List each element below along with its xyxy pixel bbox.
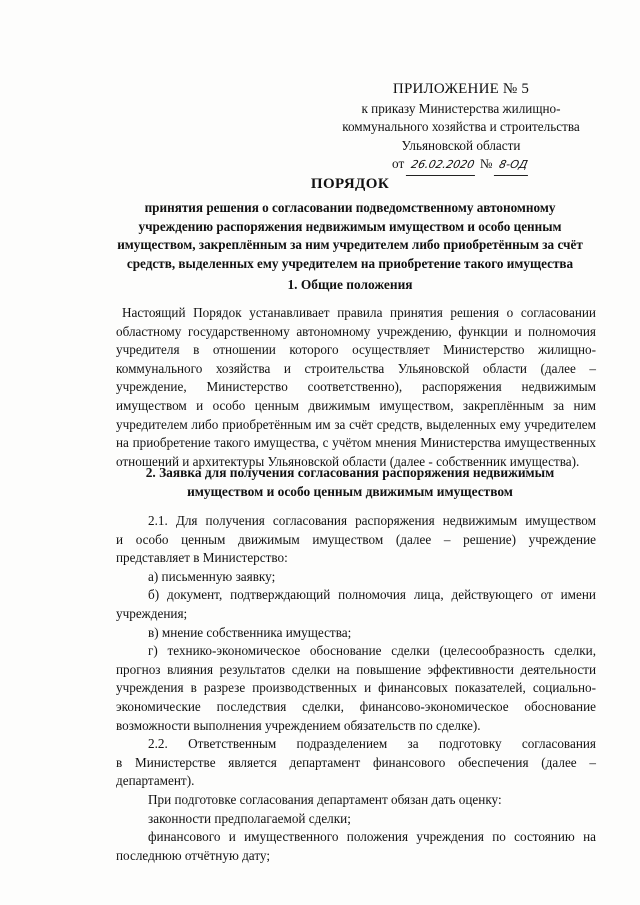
text-line: коммунального хозяйства и строительства Ульяновской области (далее – bbox=[116, 360, 596, 376]
text-line: Настоящий Порядок устанавливает правила принятия решения о согласовании bbox=[122, 305, 596, 320]
text-line: в Министерстве является департамент финансового обеспечения (далее – bbox=[116, 754, 596, 770]
subtitle-line: средств, выделенных ему учредителем на приобретение такого имущества bbox=[126, 255, 574, 271]
handwritten-date: 26.02.2020 bbox=[405, 156, 478, 176]
section-2-title bbox=[70, 464, 630, 501]
text-line: на приобретение такого имущества, с учётом мнения Министерства имущественных bbox=[116, 435, 596, 451]
appendix-date-line bbox=[326, 155, 596, 176]
text-line: финансового и имущественного положения учреждения по состоянию на bbox=[148, 829, 596, 845]
text-line: имуществом и особо ценным движимым имуществом, закреплённым за ним bbox=[116, 397, 596, 413]
text-line: При подготовке согласования департамент обязан дать оценку: bbox=[148, 791, 502, 807]
document-subtitle bbox=[72, 199, 628, 273]
appendix-title: ПРИЛОЖЕНИЕ № 5 bbox=[392, 81, 530, 97]
text-line: законности предполагаемой сделки; bbox=[148, 810, 351, 826]
text-line: в) мнение собственника имущества; bbox=[148, 624, 352, 640]
text-line: б) документ, подтверждающий полномочия лица, действующего от имени bbox=[148, 587, 596, 603]
section-2-paragraph bbox=[116, 512, 596, 865]
text-line: экономические последствия сделки, финансово-экономическое обоснование bbox=[116, 698, 596, 714]
section-2-title-line: 2. Заявка для получения согласования распоряжения недвижимым bbox=[145, 465, 555, 480]
text-line: департамент). bbox=[116, 773, 195, 789]
text-line: учреждения в разрезе производственных и финансовых показателей, социально- bbox=[116, 680, 596, 696]
text-line: представляет в Министерство: bbox=[116, 550, 288, 566]
number-prefix: № bbox=[479, 156, 493, 172]
handwritten-number: 8-ОД bbox=[494, 156, 532, 176]
text-line: возможности выполнения учреждением обязательств по сделке). bbox=[116, 717, 481, 733]
section-2-title-line: имуществом и особо ценным движимым имуществом bbox=[187, 483, 513, 499]
appendix-line-2: коммунального хозяйства и строительства bbox=[342, 119, 580, 135]
text-line: учредителем либо приобретённым им за счёт средств, выделенных ему учредителем bbox=[116, 416, 596, 432]
section-1-paragraph bbox=[116, 304, 596, 471]
document-title: ПОРЯДОК bbox=[310, 176, 390, 192]
text-line: 2.1. Для получения согласования распоряжения недвижимым имуществом bbox=[148, 513, 596, 528]
subtitle-line: имуществом, закреплённым за ним учредителем либо приобретённым за счёт bbox=[117, 237, 583, 253]
text-line: учреждение, Министерство соответственно), распоряжения недвижимым bbox=[116, 379, 596, 395]
subtitle-line: учреждению распоряжения недвижимым имуществом и особо ценным bbox=[138, 218, 562, 234]
date-prefix: от bbox=[392, 156, 405, 172]
text-line: отношений и архитектуры Ульяновской области (далее - собственник имущества). bbox=[116, 453, 580, 469]
appendix-line-1: к приказу Министерства жилищно- bbox=[361, 100, 561, 116]
text-line: областному государственному автономному учреждению, функции и полномочия bbox=[116, 323, 596, 339]
text-line: а) письменную заявку; bbox=[148, 568, 276, 584]
text-line: последнюю отчётную дату; bbox=[116, 847, 270, 863]
section-1-title: 1. Общие положения bbox=[287, 277, 413, 292]
text-line: прогноз влияния результатов сделки на повышение эффективности деятельности bbox=[116, 661, 596, 677]
text-line: учреждения; bbox=[116, 605, 188, 621]
subtitle-line: принятия решения о согласовании подведомственному автономному bbox=[144, 200, 556, 215]
appendix-line-3: Ульяновской области bbox=[401, 137, 521, 153]
text-line: 2.2. Ответственным подразделением за подготовку согласования bbox=[148, 736, 596, 752]
text-line: и особо ценным движимым имуществом (далее – решение) учреждение bbox=[116, 531, 596, 547]
text-line: учредителя в отношении которого осуществляет Министерство жилищно- bbox=[116, 342, 596, 358]
text-line: г) технико-экономическое обоснование сделки (целесообразность сделки, bbox=[148, 643, 596, 659]
appendix-header bbox=[326, 80, 596, 176]
